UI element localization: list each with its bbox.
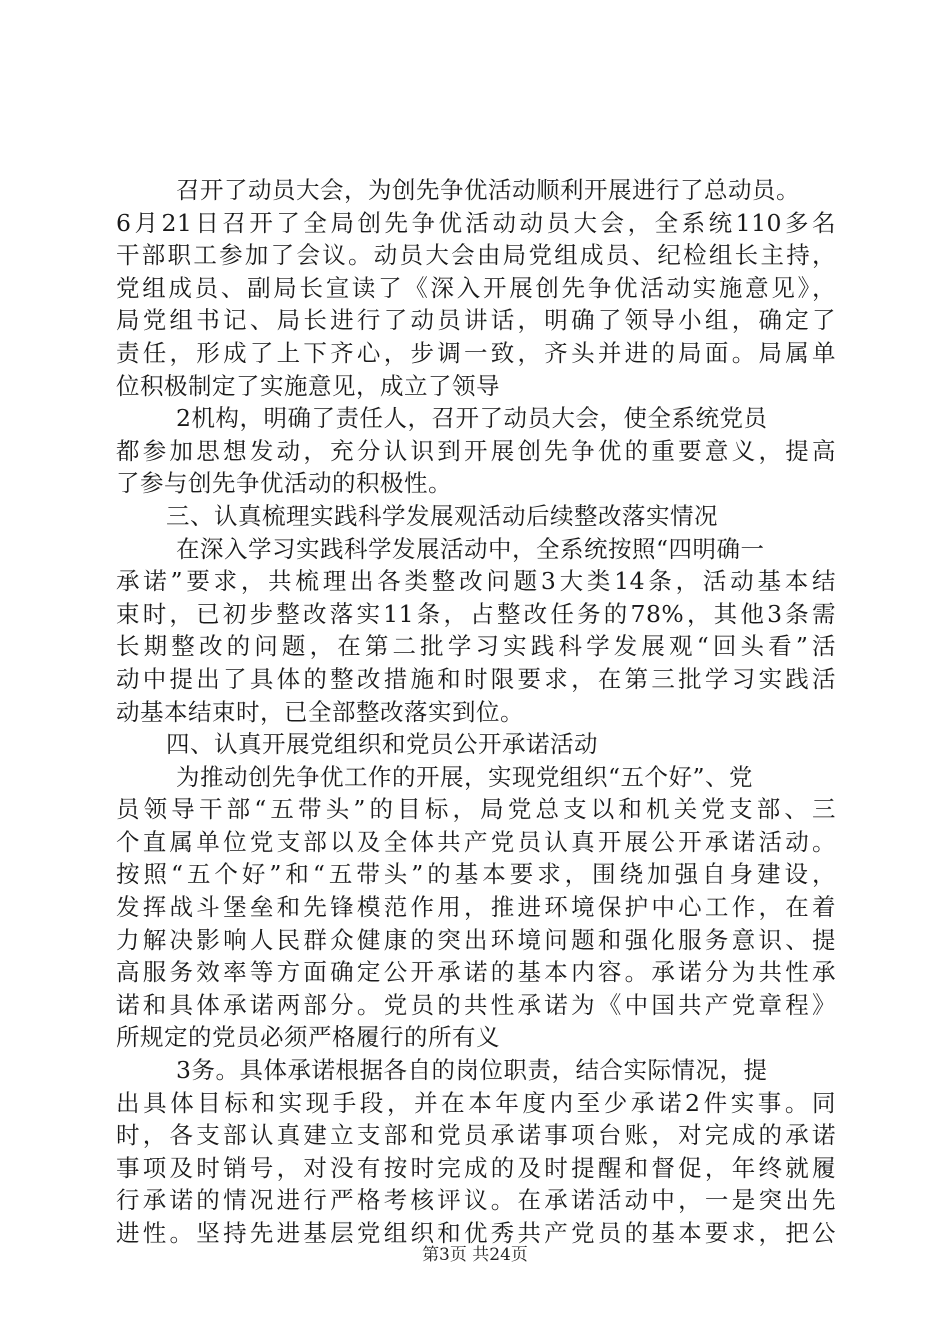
section-heading: 四、认真开展党组织和党员公开承诺活动 — [166, 730, 598, 759]
text-line: 2机构，明确了责任人，召开了动员大会，使全系统党员 — [176, 404, 768, 433]
text-line: 行承诺的情况进行严格考核评议。在承诺活动中，一是突出先 — [116, 1186, 836, 1215]
document-body — [116, 174, 836, 1250]
text-line: 动基本结束时，已全部整改落实到位。 — [116, 697, 524, 726]
text-line: 3务。具体承诺根据各自的岗位职责，结合实际情况，提 — [176, 1056, 768, 1085]
text-line: 6月21日召开了全局创先争优活动动员大会，全系统110多名 — [116, 208, 836, 237]
text-line: 所规定的党员必须严格履行的所有义 — [116, 1023, 500, 1052]
text-line: 召开了动员大会，为创先争优活动顺利开展进行了总动员。 — [176, 176, 800, 204]
text-line: 诺和具体承诺两部分。党员的共性承诺为《中国共产党章程》 — [116, 990, 836, 1019]
page-footer — [0, 1240, 950, 1265]
text-line: 进性。坚持先进基层党组织和优秀共产党员的基本要求，把公 — [116, 1219, 836, 1247]
text-line: 高服务效率等方面确定公开承诺的基本内容。承诺分为共性承 — [116, 958, 836, 987]
text-line: 局党组书记、局长进行了动员讲话，明确了领导小组，确定了 — [116, 306, 836, 335]
text-line: 责任，形成了上下齐心，步调一致，齐头并进的局面。局属单 — [116, 338, 836, 367]
text-line: 事项及时销号，对没有按时完成的及时提醒和督促，年终就履 — [116, 1153, 836, 1182]
text-line: 为推动创先争优工作的开展，实现党组织“五个好”、党 — [176, 762, 754, 791]
text-line: 了参与创先争优活动的积极性。 — [116, 469, 452, 498]
text-line: 力解决影响人民群众健康的突出环境问题和强化服务意识、提 — [116, 925, 836, 954]
text-line: 干部职工参加了会议。动员大会由局党组成员、纪检组长主持， — [116, 241, 836, 270]
text-line: 束时，已初步整改落实11条，占整改任务的78%，其他3条需 — [116, 599, 836, 628]
text-line: 动中提出了具体的整改措施和时限要求，在第三批学习实践活 — [116, 664, 836, 693]
text-line: 按照“五个好”和“五带头”的基本要求，围绕加强自身建设， — [116, 860, 836, 889]
text-line: 党组成员、副局长宣读了《深入开展创先争优活动实施意见》， — [116, 273, 836, 302]
text-line: 发挥战斗堡垒和先锋模范作用，推进环境保护中心工作，在着 — [116, 893, 836, 922]
text-line: 都参加思想发动，充分认识到开展创先争优的重要意义，提高 — [116, 436, 836, 465]
text-line: 在深入学习实践科学发展活动中，全系统按照“四明确一 — [176, 534, 765, 563]
text-line: 承诺”要求，共梳理出各类整改问题3大类14条，活动基本结 — [116, 567, 836, 596]
text-line: 出具体目标和实现手段，并在本年度内至少承诺2件实事。同 — [116, 1088, 836, 1117]
text-line: 员领导干部“五带头”的目标，局党总支以和机关党支部、三 — [116, 795, 836, 824]
text-line: 长期整改的问题，在第二批学习实践科学发展观“回头看”活 — [116, 632, 836, 661]
text-line: 位积极制定了实施意见，成立了领导 — [116, 371, 500, 400]
page-number-label: 第3页 共24页 — [422, 1245, 528, 1265]
text-line: 个直属单位党支部以及全体共产党员认真开展公开承诺活动。 — [116, 827, 836, 856]
text-line: 时，各支部认真建立支部和党员承诺事项台账，对完成的承诺 — [116, 1121, 836, 1150]
section-heading: 三、认真梳理实践科学发展观活动后续整改落实情况 — [166, 501, 718, 530]
